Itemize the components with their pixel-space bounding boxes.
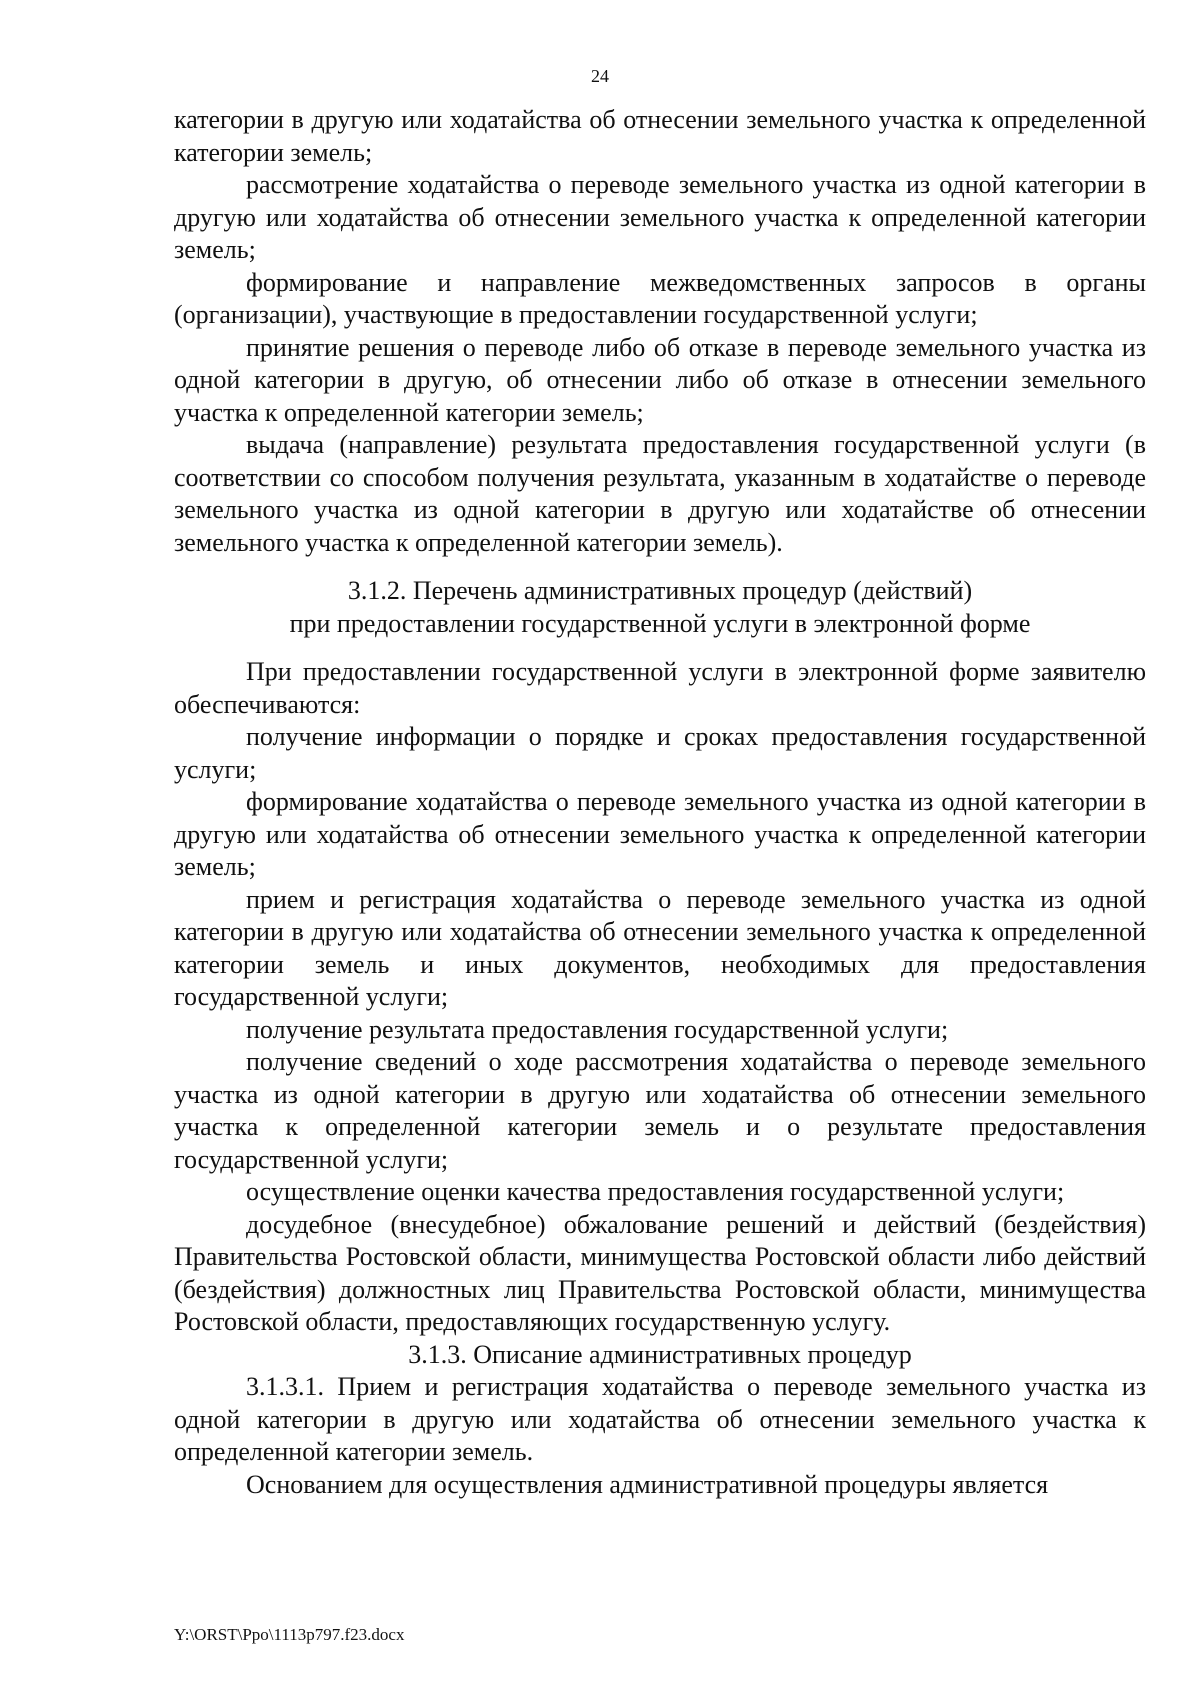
paragraph-appeal: досудебное (внесудебное) обжалование решений и действий (бездействия) Правительства Ростовской области, минимущества Ростовской области либо действий (бездействия) должностных лиц Правительства Ростовской области, минимущества Ростовской области, предоставляющих государственную услугу. <box>174 1209 1146 1336</box>
paragraph-electronic-form-intro: При предоставлении государственной услуги в электронной форме заявителю обеспечиваются: <box>174 657 1146 719</box>
section-heading-line: 3.1.2. Перечень административных процедур (действий) <box>347 576 973 605</box>
paragraph-get-result: получение результата предоставления государственной услуги; <box>246 1014 949 1044</box>
section-heading-line: при предоставлении государственной услуги в электронной форме <box>289 608 1031 638</box>
paragraph-quality-assessment: осуществление оценки качества предоставления государственной услуги; <box>246 1177 1065 1206</box>
page-number: 24 <box>591 66 609 86</box>
section-heading-3-1-3: 3.1.3. Описание административных процедур <box>408 1339 912 1369</box>
paragraph-interagency-requests: формирование и направление межведомственных запросов в органы (организации), участвующие в предоставлении государственной услуги; <box>174 267 1146 329</box>
document-body <box>174 104 1146 1501</box>
paragraph-form-petition: формирование ходатайства о переводе земельного участка из одной категории в другую или ходатайства об отнесении земельного участка к определенной категории земель; <box>174 787 1146 881</box>
paragraph-decision: принятие решения о переводе либо об отказе в переводе земельного участка из одной категории в другую, об отнесении либо об отказе в отнесении земельного участка к определенной категории земель; <box>174 332 1146 427</box>
paragraph-basis: Основанием для осуществления административной процедуры является <box>246 1469 1049 1499</box>
paragraph-get-progress: получение сведений о ходе рассмотрения ходатайства о переводе земельного участка из одной категории в другую или ходатайства об отнесении земельного участка к определенной категории земель и о результате предоставления государственной услуги; <box>174 1047 1146 1174</box>
paragraph-get-info: получение информации о порядке и сроках предоставления государственной услуги; <box>174 722 1146 784</box>
paragraph-continuation: категории в другую или ходатайства об отнесении земельного участка к определенной категории земель; <box>174 105 1146 167</box>
paragraph-consideration: рассмотрение ходатайства о переводе земельного участка из одной категории в другую или ходатайства об отнесении земельного участка к определенной категории земель; <box>174 170 1146 264</box>
paragraph-receive-register: прием и регистрация ходатайства о переводе земельного участка из одной категории в другую или ходатайства об отнесении земельного участка к определенной категории земель и иных документов, необходимых для предоставления государственной услуги; <box>174 884 1146 1011</box>
paragraph-issuance: выдача (направление) результата предоставления государственной услуги (в соответствии со способом получения результата, указанным в ходатайстве о переводе земельного участка из одной категории в другую или ходатайстве об отнесении земельного участка к определенной категории земель). <box>174 430 1146 557</box>
section-heading-3-1-2 <box>174 575 1146 640</box>
paragraph-3-1-3-1: 3.1.3.1. Прием и регистрация ходатайства о переводе земельного участка из одной категории в другую или ходатайства об отнесении земельного участка к определенной категории земель. <box>174 1372 1146 1466</box>
footer-file-path: Y:\ORST\Ppo\1113p797.f23.docx <box>174 1625 405 1644</box>
